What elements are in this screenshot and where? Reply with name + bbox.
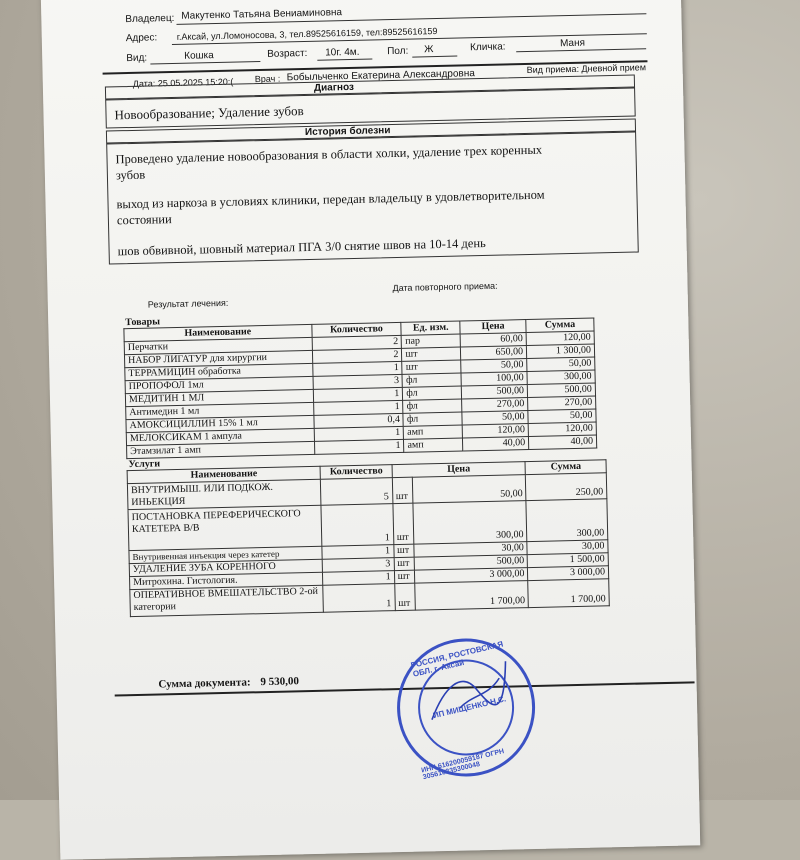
goods-qty-cell: 2 xyxy=(312,335,402,350)
goods-qty-cell: 1 xyxy=(313,387,403,402)
goods-name-cell: МЕДИТИН 1 МЛ xyxy=(125,389,313,406)
services-name-cell: ПОСТАНОВКА ПЕРЕФЕРИЧЕСКОГО КАТЕТЕРА В/В xyxy=(128,505,322,550)
goods-name-cell: МЕЛОКСИКАМ 1 ампула xyxy=(126,428,314,445)
goods-header-cell: Сумма xyxy=(526,318,594,333)
seal-stamp xyxy=(383,625,549,791)
services-name-cell: ВНУТРИМЫШ. ИЛИ ПОДКОЖ. ИНЬЕКЦИЯ xyxy=(127,479,321,509)
services-price-cell: 500,00 xyxy=(415,555,528,571)
services-unit-cell: шт xyxy=(393,503,415,544)
history-line: зубов xyxy=(115,167,146,183)
goods-unit-cell: шт xyxy=(402,347,461,361)
services-header-cell: Количество xyxy=(321,465,392,480)
services-title: Услуги xyxy=(128,458,161,471)
goods-qty-cell: 0,4 xyxy=(313,413,403,428)
goods-sum-cell: 120,00 xyxy=(528,422,596,437)
services-sum-cell: 1 700,00 xyxy=(528,579,609,608)
species-underline xyxy=(150,61,260,64)
address-label: Адрес: xyxy=(125,32,158,45)
services-name-cell: ОПЕРАТИВНОЕ ВМЕШАТЕЛЬСТВО 2-ой категории xyxy=(130,585,324,616)
goods-price-cell: 270,00 xyxy=(462,398,528,412)
services-price-cell: 3 000,00 xyxy=(415,568,528,584)
sex-label: Пол: xyxy=(387,45,409,58)
goods-header-cell: Цена xyxy=(460,320,526,334)
goods-price-cell: 650,00 xyxy=(461,346,527,360)
services-name-cell: Внутривенная инъекция через катетер xyxy=(129,546,323,563)
goods-unit-cell: амп xyxy=(404,438,463,452)
age-underline xyxy=(317,58,372,60)
history-box xyxy=(106,132,639,265)
services-qty-cell: 1 xyxy=(323,571,394,586)
visit-type: Вид приема: Дневной прием xyxy=(526,62,647,75)
goods-name-cell: ПРОПОФОЛ 1мл xyxy=(125,376,313,393)
goods-price-cell: 500,00 xyxy=(462,385,528,399)
goods-qty-cell: 1 xyxy=(314,426,404,441)
goods-sum-cell: 300,00 xyxy=(527,370,595,385)
goods-unit-cell: фл xyxy=(403,386,462,400)
sex-underline xyxy=(412,56,457,58)
total-value: 9 530,00 xyxy=(260,675,300,689)
seal-outer-text: РОССИЯ, РОСТОВСКАЯ ОБЛ. г. Аксай xyxy=(409,639,505,679)
diagnosis-title: Диагноз xyxy=(313,81,355,94)
goods-header-cell: Наименование xyxy=(124,324,312,341)
goods-qty-cell: 1 xyxy=(314,439,404,454)
history-title: История болезни xyxy=(304,125,391,139)
species-value: Кошка xyxy=(184,50,214,62)
goods-price-cell: 100,00 xyxy=(461,372,527,386)
age-label: Возраст: xyxy=(267,47,308,60)
services-header-cell: Наименование xyxy=(127,466,321,483)
doctor-label: Врач : xyxy=(254,73,281,85)
goods-name-cell: Антимедин 1 мл xyxy=(126,402,314,419)
sex-value: Ж xyxy=(424,44,434,56)
owner-label: Владелец: xyxy=(125,12,175,26)
goods-price-cell: 120,00 xyxy=(462,424,528,438)
goods-name-cell: Этамзилат 1 амп xyxy=(127,441,315,458)
goods-sum-cell: 50,00 xyxy=(527,357,595,372)
visit-date: Дата: 25.05.2025 15:20:( xyxy=(132,76,234,89)
seal-inner-text: ИП МИЩЕНКО Н.С. xyxy=(432,694,507,721)
age-value: 10г. 4м. xyxy=(325,46,360,59)
nickname-underline xyxy=(516,48,646,52)
goods-name-cell: Перчатки xyxy=(124,337,312,354)
goods-unit-cell: шт xyxy=(402,360,461,374)
total-label: Сумма документа: xyxy=(158,676,251,691)
services-qty-cell: 5 xyxy=(321,478,393,506)
goods-unit-cell: пар xyxy=(402,334,461,348)
history-line: выход из наркоза в условиях клиники, передан владельцу в удовлетворительном xyxy=(116,187,545,212)
goods-sum-cell: 40,00 xyxy=(529,435,597,450)
services-sum-cell: 300,00 xyxy=(526,499,607,542)
goods-unit-cell: амп xyxy=(404,425,463,439)
services-price-cell: 50,00 xyxy=(413,475,526,504)
history-line: Проведено удаление новообразования в области холки, удаление трех коренных xyxy=(115,142,543,167)
services-name-cell: УДАЛЕНИЕ ЗУБА КОРЕННОГО xyxy=(129,559,323,576)
services-qty-cell: 3 xyxy=(323,558,394,573)
services-sum-cell: 30,00 xyxy=(527,540,608,555)
services-qty-cell: 1 xyxy=(323,584,395,613)
services-unit-cell: шт xyxy=(393,544,414,557)
goods-sum-cell: 120,00 xyxy=(526,331,594,346)
goods-qty-cell: 3 xyxy=(313,374,403,389)
goods-price-cell: 60,00 xyxy=(460,333,526,347)
goods-price-cell: 50,00 xyxy=(462,411,528,425)
services-sum-cell: 250,00 xyxy=(526,473,607,501)
services-name-cell: Митрохина. Гистология. xyxy=(130,572,324,589)
goods-unit-cell: фл xyxy=(403,412,462,426)
services-table xyxy=(127,459,610,617)
species-label: Вид: xyxy=(126,52,148,65)
services-header-cell: Сумма xyxy=(525,460,606,475)
goods-header-cell: Количество xyxy=(311,322,401,337)
goods-name-cell: НАБОР ЛИГАТУР для хирургии xyxy=(124,350,312,367)
services-qty-cell: 1 xyxy=(321,504,393,547)
doctor-value: Бобыльченко Екатерина Александровна xyxy=(286,68,476,84)
document-sheet xyxy=(40,0,700,860)
next-visit-label: Дата повторного приема: xyxy=(392,280,498,294)
goods-price-cell: 40,00 xyxy=(463,437,529,451)
services-price-cell: 1 700,00 xyxy=(415,581,529,611)
goods-unit-cell: фл xyxy=(403,399,462,413)
history-line: состоянии xyxy=(116,212,172,228)
goods-qty-cell: 1 xyxy=(313,400,403,415)
goods-sum-cell: 1 300,00 xyxy=(526,344,594,359)
services-sum-cell: 1 500,00 xyxy=(528,553,609,568)
goods-price-cell: 50,00 xyxy=(461,359,527,373)
goods-table xyxy=(123,318,597,460)
goods-sum-cell: 50,00 xyxy=(528,409,596,424)
result-label: Результат лечения: xyxy=(147,297,229,310)
goods-title: Товары xyxy=(125,316,161,329)
address-value: г.Аксай, ул.Ломоносова, 3, тел.89525616159, тел:89525616159 xyxy=(176,26,438,42)
goods-header-cell: Ед. изм. xyxy=(401,321,460,335)
diagnosis-text: Новообразование; Удаление зубов xyxy=(114,103,304,123)
seal-middle-text: ИНН 616200059187 ОГРН 305616235300048 xyxy=(420,748,505,782)
services-unit-cell: шт xyxy=(394,583,416,610)
goods-name-cell: АМОКСИЦИЛЛИН 15% 1 мл xyxy=(126,415,314,432)
services-unit-cell: шт xyxy=(392,477,413,503)
goods-sum-cell: 270,00 xyxy=(528,396,596,411)
services-qty-cell: 1 xyxy=(322,545,393,560)
services-price-cell: 300,00 xyxy=(413,501,527,545)
services-header-cell: Цена xyxy=(392,462,526,478)
goods-name-cell: ТЕРРАМИЦИН обработка xyxy=(125,363,313,380)
services-unit-cell: шт xyxy=(394,557,415,570)
services-sum-cell: 3 000,00 xyxy=(528,566,609,581)
history-line: шов обвивной, шовный материал ПГА 3/0 снятие швов на 10-14 день xyxy=(117,235,486,259)
goods-qty-cell: 1 xyxy=(312,361,402,376)
goods-unit-cell: фл xyxy=(402,373,461,387)
nickname-value: Маня xyxy=(559,37,586,50)
services-unit-cell: шт xyxy=(394,570,415,583)
owner-value: Макутенко Татьяна Вениаминовна xyxy=(181,7,343,22)
goods-qty-cell: 2 xyxy=(312,348,402,363)
goods-sum-cell: 500,00 xyxy=(527,383,595,398)
signature-scribble xyxy=(408,638,536,751)
nickname-label: Кличка: xyxy=(469,41,506,54)
services-price-cell: 30,00 xyxy=(414,542,527,558)
